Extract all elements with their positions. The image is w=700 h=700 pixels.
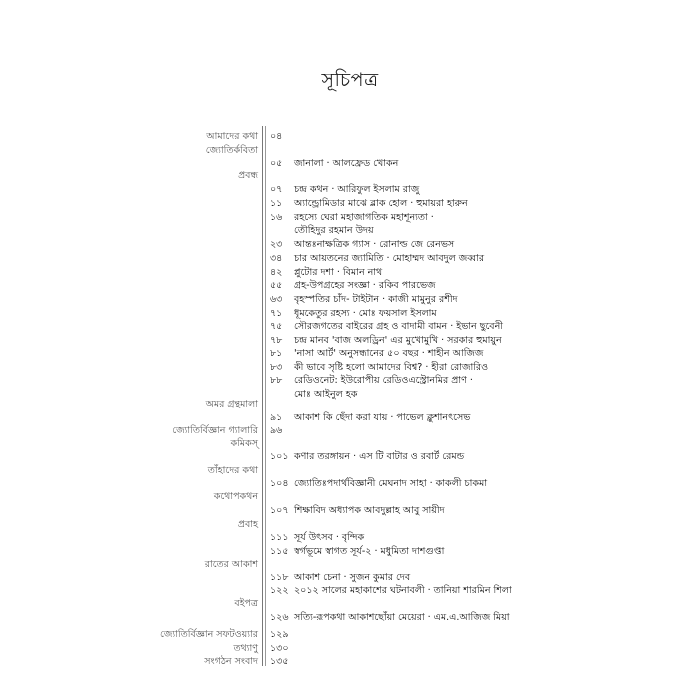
page-number: ১০১: [270, 451, 289, 462]
entry-title: স্বর্গভূমে স্বাগত সূর্য-২ · মধুমিতা দাশগুপ্তা: [294, 546, 445, 557]
entry-title: ২০১২ সালের মহাকাশের ঘটনাবলী · তানিয়া শারমিন শিলা: [294, 585, 512, 596]
column-divider-secondary: [265, 126, 266, 666]
page-number: ১০৭: [270, 505, 289, 516]
entry-title: জানালা · আলফ্রেড খোকন: [294, 158, 399, 169]
entry-title: শিক্ষাবিদ অধ্যাপক আবদুল্লাহ আবু সায়ীদ: [294, 505, 445, 516]
section-label: আমাদের কথা: [206, 131, 258, 142]
entry-title: কণার তরঙ্গায়ন · এস টি বাটার ও রবার্ট রেমন্ড: [294, 451, 465, 462]
page-number: ৯৬: [270, 425, 283, 436]
entry-title: জ্যোতিঃপদার্থবিজ্ঞানী মেঘনাদ সাহা · কাকলী চাকমা: [294, 478, 488, 489]
page-number: ০৭: [270, 184, 283, 195]
section-label: প্রবাহ: [237, 519, 258, 530]
entry-title: রহস্যে ঘেরা মহাজাগতিক মহাশূন্যতা ·: [294, 212, 434, 223]
page-number: ১৩৫: [270, 656, 289, 667]
section-label: কমিকস্: [230, 438, 258, 449]
page-number: ০৫: [270, 158, 283, 169]
page-title: সূচিপত্র: [321, 69, 379, 91]
entry-title: সত্যি-রূপকথা আকাশছোঁয়া মেয়েরা · এম.এ.আজিজ মিয়া: [294, 612, 510, 623]
page-number: ১১১: [270, 532, 289, 543]
entry-title: তৌহিদুর রহমান উদয়: [294, 225, 374, 236]
page-number: ৭১: [270, 308, 283, 319]
section-label: রাতের আকাশ: [204, 559, 258, 570]
entry-title: রেডিওনেট: ইউরোপীয় রেডিওএস্ট্রোনমির প্রাণ ·: [294, 375, 473, 386]
entry-title: চন্দ্র মানব 'বাজ অলড্রিন' এর মুখোমুখি · সরকার হুমায়ুন: [294, 335, 502, 346]
section-label: জ্যোতির্কবিতা: [205, 145, 258, 156]
entry-title: চন্দ্র কথন · আরিফুল ইসলাম রাজু: [294, 184, 420, 195]
entry-title: আকাশ চেনা · সুজন কুমার দেব: [294, 572, 411, 583]
page-number: ৪২: [270, 267, 283, 278]
section-label: তাঁহাদের কথা: [207, 465, 258, 476]
entry-title: আকাশ কি ছেঁদা করা যায় · পাভেল ক্লুশানৎসেভ: [294, 412, 471, 423]
section-label: জ্যোতির্বিজ্ঞান গ্যালারি: [172, 425, 258, 436]
page-number: ১৬: [270, 212, 283, 223]
page-number: ৭৮: [270, 335, 283, 346]
section-label: তথ্যাণু: [233, 643, 258, 654]
page-number: ১১৫: [270, 546, 289, 557]
page-number: ১৩০: [270, 643, 289, 654]
entry-title: সৌরজগতের বাইরের গ্রহ ও বাদামী বামন · ইভান ছুবেনী: [294, 321, 503, 332]
page-number: ৩৪: [270, 253, 283, 264]
column-divider: [262, 126, 263, 666]
page-number: ৮১: [270, 348, 283, 359]
page-number: ১০৪: [270, 478, 289, 489]
entry-title: আন্তঃনাক্ষত্রিক গ্যাস · রোনাল্ড জে রেনভস: [294, 239, 455, 250]
page-number: ৮৮: [270, 375, 283, 386]
entry-title: কী ভাবে সৃষ্টি হলো আমাদের বিশ্ব? · হীরা রোজারিও: [294, 362, 489, 373]
entry-title: গ্রহ-উপগ্রহের সংজ্ঞা · রকিব পারভেজ: [294, 280, 436, 291]
page-number: ৮৩: [270, 362, 283, 373]
page-number: ৬৩: [270, 294, 283, 305]
page-number: ৯১: [270, 412, 283, 423]
section-label: বইপত্র: [234, 598, 258, 609]
section-label: জ্যোতির্বিজ্ঞান সফটওয়্যার: [160, 629, 258, 640]
page-number: ১১৮: [270, 572, 289, 583]
page-number: ৫৫: [270, 280, 283, 291]
entry-title: সূর্য উৎসব · বৃন্দিক: [294, 532, 365, 543]
entry-title: অ্যান্ড্রোমিডার মাঝে ব্লাক হোল · হুমায়রা হারুন: [294, 198, 468, 209]
section-label: কথোপকথন: [213, 491, 258, 502]
entry-title: বৃহস্পতির চাঁদ- টাইটান · কাজী মামুনুর রশীদ: [294, 294, 458, 305]
entry-title: প্লুটোর দশা · বিমান নাথ: [294, 267, 383, 278]
page-number: ০৪: [270, 131, 283, 142]
section-label: অমর গ্রন্থমালা: [205, 399, 258, 410]
page-number: ১২২: [270, 585, 289, 596]
page-number: ৭৫: [270, 321, 283, 332]
page-number: ১১: [270, 198, 283, 209]
page-number: ১২৬: [270, 612, 289, 623]
entry-title: চার আয়তনের জ্যামিতি · মোহাম্মদ আবদুল জব্বার: [294, 253, 485, 264]
entry-title: ধূমকেতুর রহস্য · মোঃ ফয়সাল ইসলাম: [294, 308, 437, 319]
page-number: ২৩: [270, 239, 283, 250]
section-label: সংগঠন সংবাদ: [204, 656, 258, 667]
entry-title: মোঃ আইনুল হক: [294, 389, 358, 400]
section-label: প্রবন্ধ: [238, 170, 258, 181]
entry-title: 'নাসা আর্ট' অনুসন্ধানের ৫০ বছর · শাহীন আজিজ: [294, 348, 484, 359]
page-number: ১২৯: [270, 629, 289, 640]
